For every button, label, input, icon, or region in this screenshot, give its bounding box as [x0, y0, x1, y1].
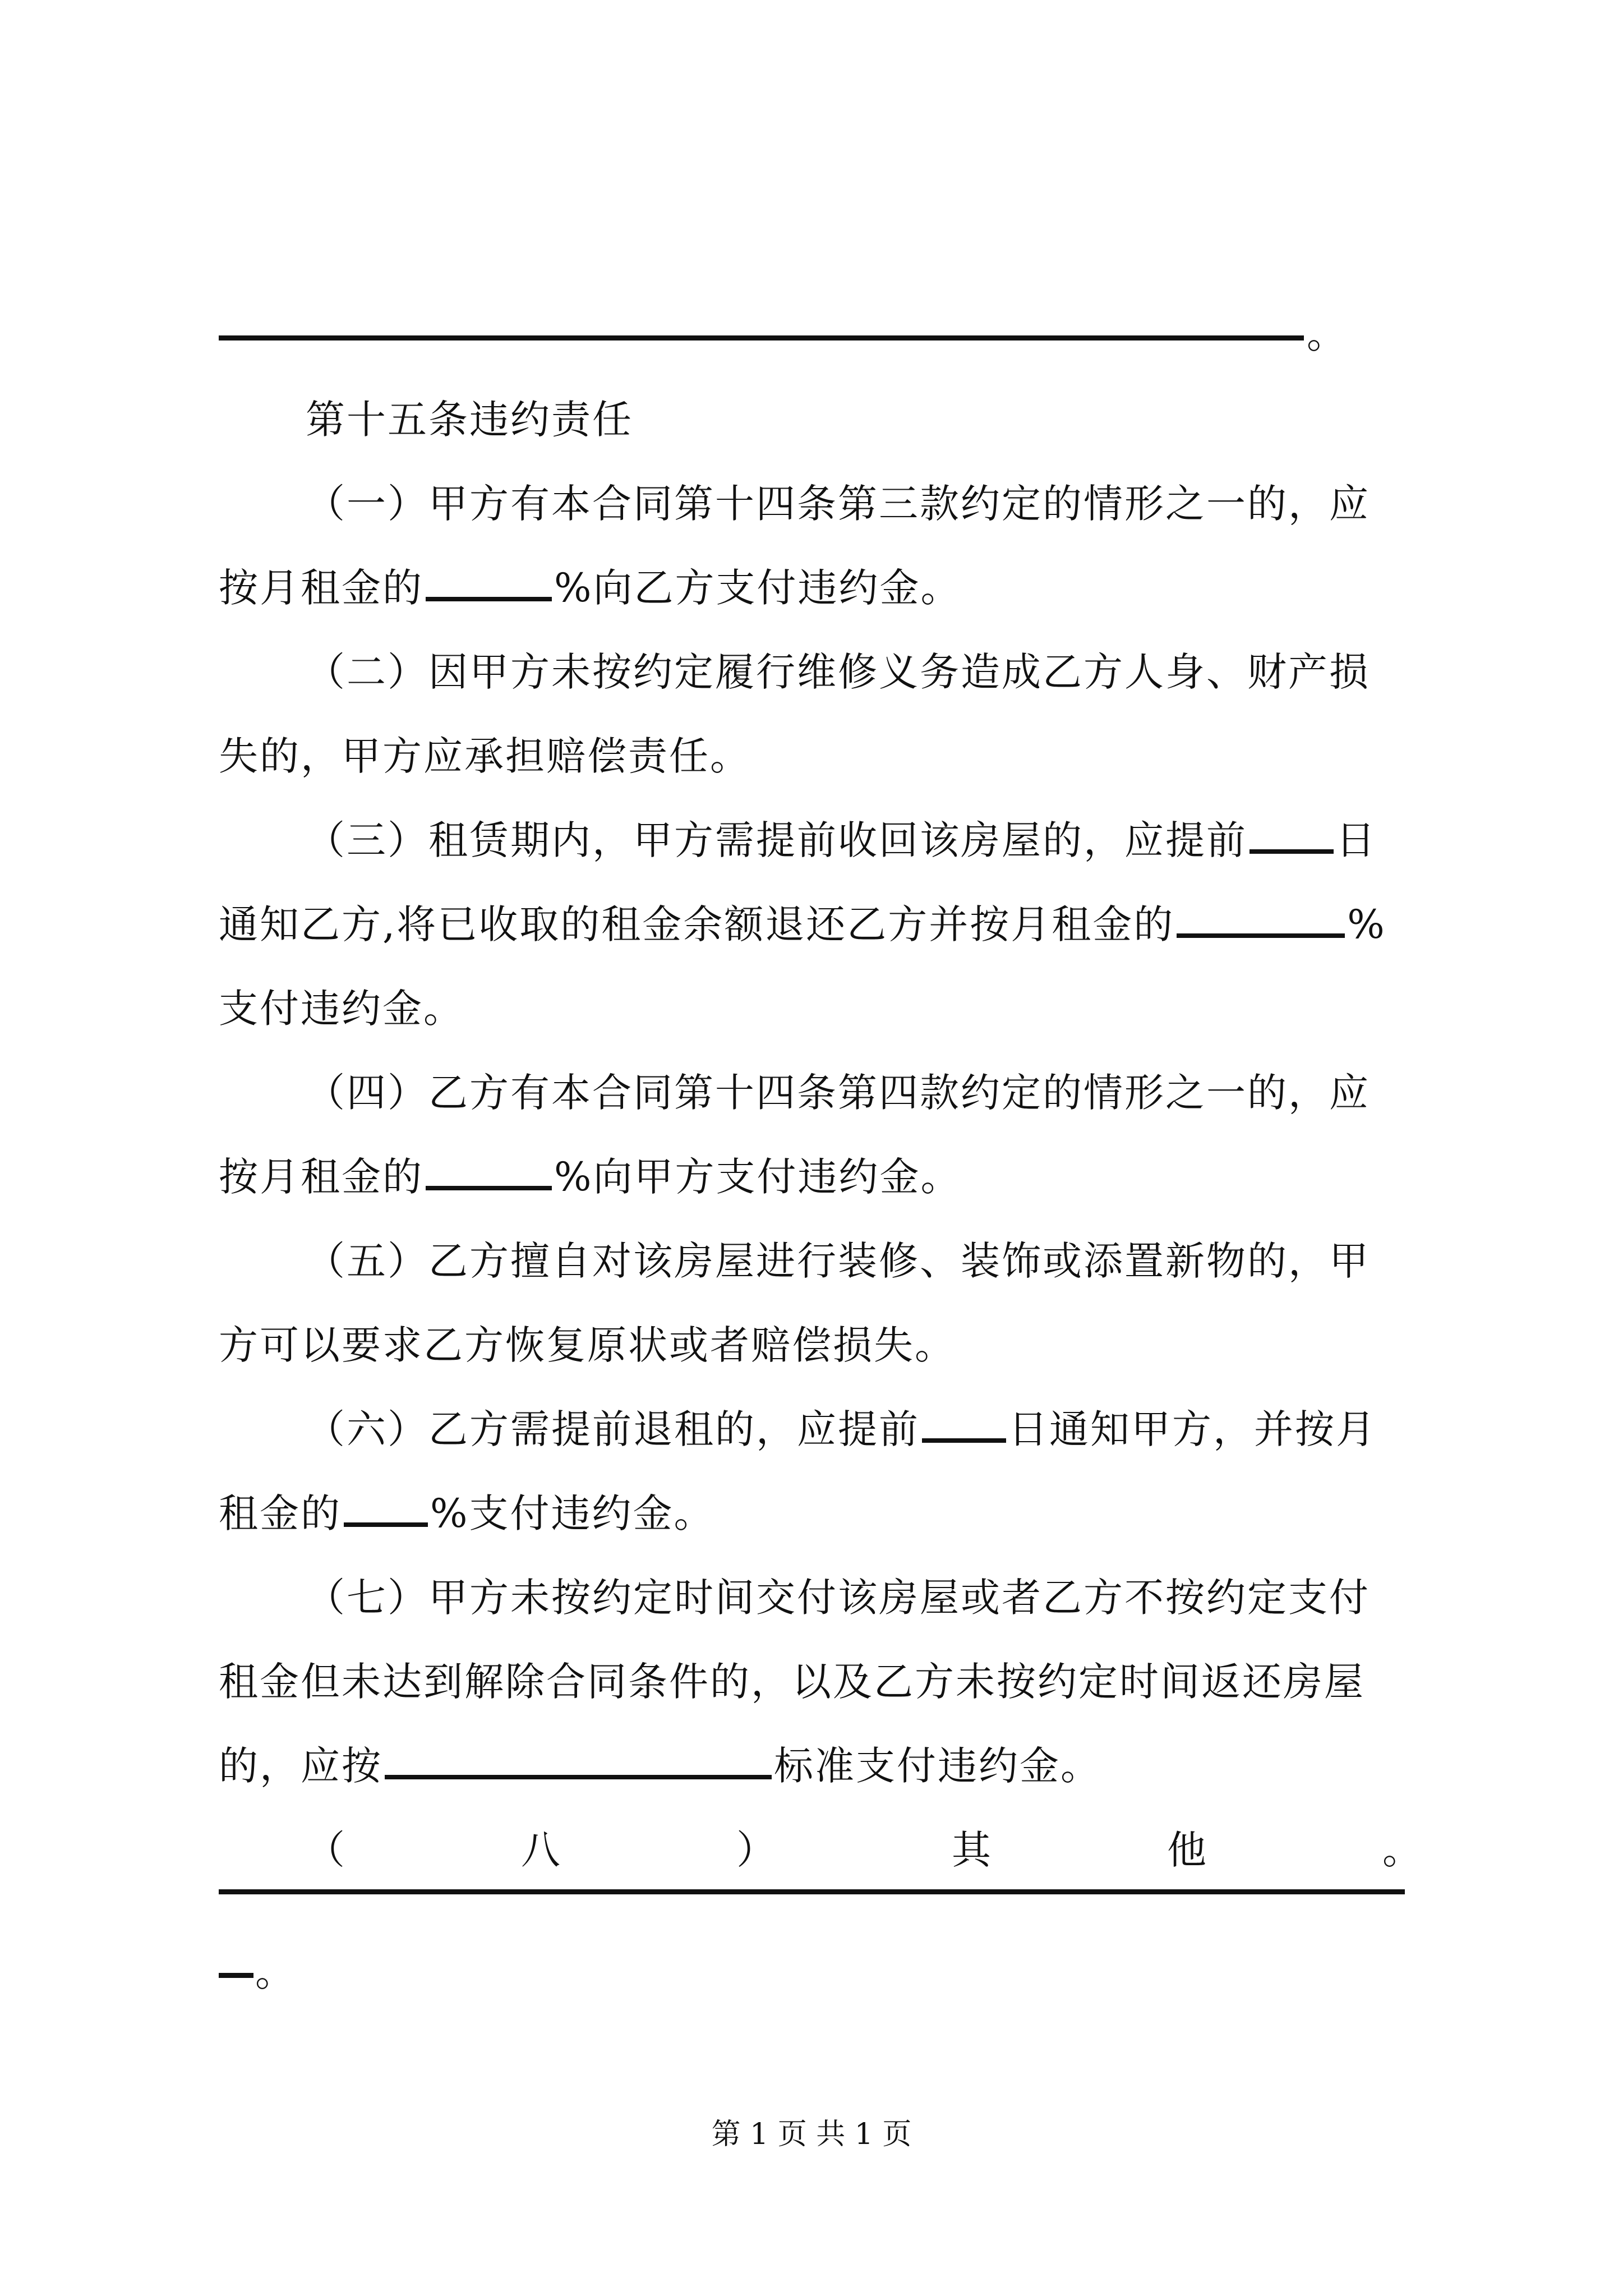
clause-1-line-2: [219, 561, 962, 615]
clause-6-line-1: [306, 1402, 1377, 1456]
clause-7-line-3: [219, 1739, 1101, 1793]
clause-4-text-b: %向甲方支付违约金。: [554, 1154, 962, 1200]
clause-8-char: （: [306, 1827, 345, 1873]
clause-7-text-a: 的，应按: [219, 1743, 382, 1789]
clause-3-line-1: [306, 813, 1377, 867]
page-footer: 第 1 页 共 1 页: [711, 2118, 912, 2151]
clause-3-line-3: 支付违约金。: [219, 986, 464, 1032]
blank-days-2: [922, 1407, 1006, 1443]
clause-5-line-2: 方可以要求乙方恢复原状或者赔偿损失。: [219, 1322, 956, 1368]
blank-percent-1: [426, 565, 552, 601]
clause-8-char: 他: [1167, 1827, 1206, 1873]
clause-3-text-d: %: [1347, 901, 1386, 947]
clause-2-line-1: （二）因甲方未按约定履行维修义务造成乙方人身、财产损: [306, 649, 1370, 695]
clause-6-line-2: [219, 1487, 715, 1540]
clause-8-line: [306, 1823, 1422, 1877]
blank-standard: [385, 1743, 772, 1779]
clause-7-text-b: 标准支付违约金。: [774, 1743, 1101, 1789]
clause-2-line-2: 失的，甲方应承担赔偿责任。: [219, 733, 751, 779]
bottom-line-period: 。: [255, 1949, 294, 1995]
fill-in-rule-top: [219, 335, 1304, 341]
clause-4-line-1: （四）乙方有本合同第十四条第四款约定的情形之一的，应: [306, 1070, 1370, 1116]
clause-3-text-a: （三）租赁期内，甲方需提前收回该房屋的，应提前: [306, 817, 1247, 863]
clause-8-char: 。: [1382, 1827, 1422, 1873]
clause-8-char: 其: [952, 1827, 991, 1873]
clause-5-line-1: （五）乙方擅自对该房屋进行装修、装饰或添置新物的，甲: [306, 1238, 1370, 1284]
fill-in-rule-long: [219, 1889, 1405, 1894]
blank-percent-4: [344, 1491, 428, 1527]
clause-6-text-b: 日通知甲方，并按月: [1008, 1406, 1377, 1452]
blank-days-1: [1249, 818, 1334, 854]
clause-7-line-2: 租金但未达到解除合同条件的，以及乙方未按约定时间返还房屋: [219, 1659, 1365, 1705]
blank-percent-3: [426, 1154, 552, 1190]
fill-in-rule-short: [219, 1973, 253, 1978]
clause-1-text-b: %向乙方支付违约金。: [554, 565, 962, 611]
clause-7-line-1: （七）甲方未按约定时间交付该房屋或者乙方不按约定支付: [306, 1575, 1370, 1621]
blank-percent-2: [1177, 902, 1345, 938]
clause-8-char: 八: [521, 1827, 560, 1873]
clause-1-text-a: 按月租金的: [219, 565, 423, 611]
clause-8-char: ）: [736, 1827, 776, 1873]
section-heading: 第十五条违约责任: [306, 397, 633, 443]
clause-4-line-2: [219, 1150, 962, 1204]
clause-1-line-1: （一）甲方有本合同第十四条第三款约定的情形之一的，应: [306, 481, 1370, 527]
clause-3-text-c: 通知乙方,将已收取的租金余额退还乙方并按月租金的: [219, 901, 1175, 947]
clause-6-text-c: 租金的: [219, 1490, 342, 1536]
clause-6-text-d: %支付违约金。: [430, 1490, 715, 1536]
clause-6-text-a: （六）乙方需提前退租的，应提前: [306, 1406, 920, 1452]
top-line-period: 。: [1307, 311, 1346, 357]
clause-4-text-a: 按月租金的: [219, 1154, 423, 1200]
clause-3-line-2: [219, 898, 1386, 951]
clause-3-text-b: 日: [1336, 817, 1377, 863]
